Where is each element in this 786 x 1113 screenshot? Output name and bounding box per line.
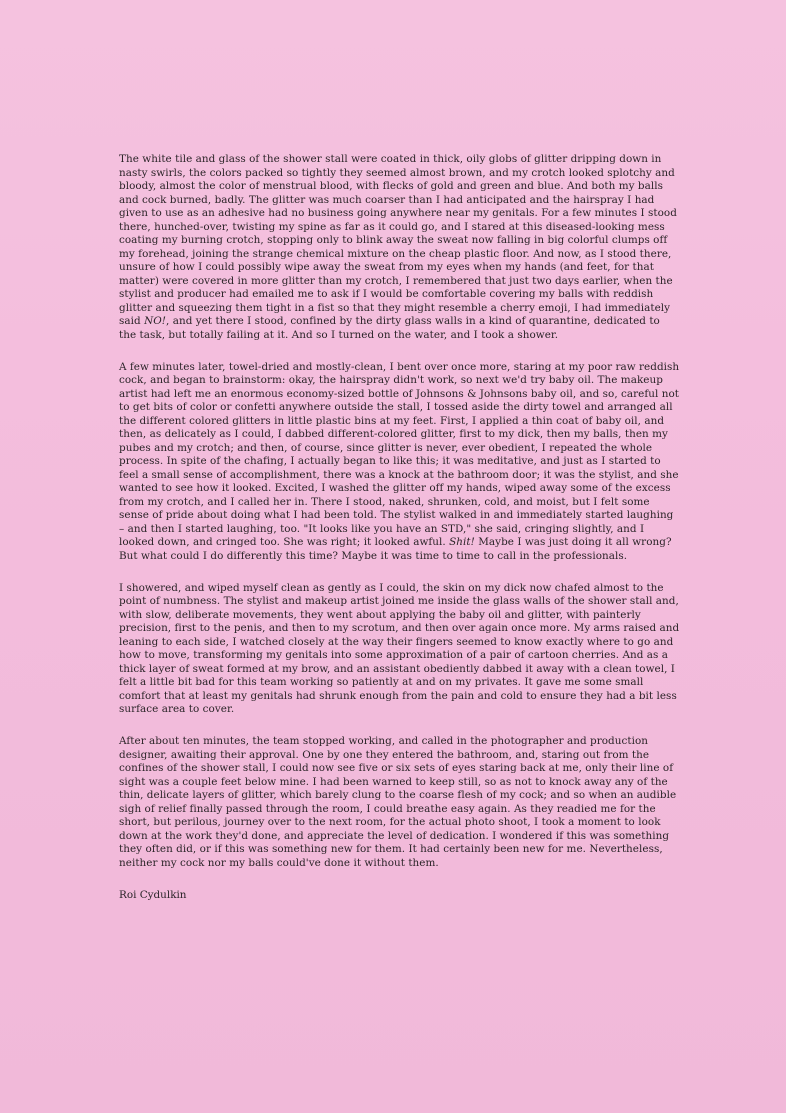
text-line: A few minutes later, towel-dried and mostly-clean, I bent over once more, staring at my poor raw reddish	[119, 360, 680, 373]
text-line: there, hunched-over, twisting my spine as far as it could go, and I stared at this diseased-looking mess	[119, 220, 665, 233]
text-line: felt a little bit bad for this team working so patiently at and on my privates. It gave me some small	[119, 676, 644, 688]
text-line: comfort that at least my genitals had shrunk enough from the pain and cold to ensure they had a bit less	[119, 689, 677, 702]
text-line: After about ten minutes, the team stopped working, and called in the photographer and production	[119, 735, 648, 747]
text-line: matter) were covered in more glitter than my crotch, I remembered that just two days earlier, when the	[119, 274, 673, 287]
text-line: leaning to each side, I watched closely at the way their fingers seemed to know exactly where to go and	[119, 635, 674, 648]
text-line: to get bits of color or confetti anywhere outside the stall, I tossed aside the dirty towel and arranged all	[119, 401, 673, 413]
text-line: unsure of how I could possibly wipe away the sweat from my eyes when my hands (and feet, for that	[119, 261, 654, 273]
text-line: down at the work they'd done, and appreciate the level of dedication. I wondered if this was something	[119, 829, 670, 842]
text-line: designer, awaiting their approval. One by one they entered the bathroom, and, staring out from the	[119, 748, 650, 761]
text-line: the task, but totally failing at it. And so I turned on the water, and I took a shower.	[119, 328, 559, 341]
paragraph-2	[119, 361, 679, 564]
paragraph-3	[119, 582, 679, 717]
text-line: sense of pride about doing what I had been told. The stylist walked in and immediately started laughing	[119, 509, 674, 521]
text-line: my forehead, joining the strange chemical mixture on the cheap plastic floor. And now, as I stood there,	[119, 247, 672, 260]
text-line: sight was a couple feet below mine. I had been warned to keep still, so as not to knock away any of the	[119, 775, 668, 788]
text-line: thick layer of sweat formed at my brow, and an assistant obediently dabbed it away with a clean towel, I	[119, 662, 675, 675]
paragraph-4	[119, 735, 679, 870]
text-line: pubes and my crotch; and then, of course, since glitter is never, ever obedient, I repeated the whole	[119, 441, 653, 454]
text-line: bloody, almost the color of menstrual blood, with flecks of gold and green and blue. And both my balls	[119, 180, 663, 192]
essay-body	[119, 153, 679, 902]
text-line: process. In spite of the chafing, I actually began to like this; it was meditative, and just as I started to	[119, 455, 661, 467]
text-line: cock, and began to brainstorm: okay, the hairspray didn't work, so next we'd try baby oil. The makeup	[119, 374, 663, 386]
text-line: artist had left me an enormous economy-sized bottle of Johnsons & Johnsons baby oil, and so, careful not	[119, 387, 680, 400]
text-line: stylist and producer had emailed me to ask if I would be comfortable covering my balls with reddish	[119, 288, 654, 300]
text-line: and cock burned, badly. The glitter was much coarser than I had anticipated and the hairspray I had	[119, 193, 655, 206]
text-line: how to move, transforming my genitals into some approximation of a pair of cartoon cherries. And as a	[119, 649, 669, 661]
text-line: neither my cock nor my balls could've done it without them.	[119, 856, 439, 869]
text-line: said NO!, and yet there I stood, confined by the dirty glass walls in a kind of quarantine, dedicated to	[119, 315, 660, 327]
author-signature: Roi Cydulkin	[119, 888, 187, 901]
text-line: confines of the shower stall, I could now see five or six sets of eyes staring back at me, only their line of	[119, 762, 674, 774]
text-line: glitter and squeezing them tight in a fist so that they might resemble a cherry emoji, I had immediately	[119, 301, 671, 314]
text-line: wanted to see how it looked. Excited, I washed the glitter off my hands, wiped away some of the excess	[119, 482, 671, 494]
text-line: surface area to cover.	[119, 703, 235, 715]
text-line: coating my burning crotch, stopping only to blink away the sweat now falling in big colorful clumps off	[119, 234, 668, 246]
text-line: nasty swirls, the colors packed so tightly they seemed almost brown, and my crotch looked splotchy and	[119, 166, 675, 179]
text-line: from my crotch, and I called her in. There I stood, naked, shrunken, cold, and moist, but I felt some	[119, 495, 650, 508]
text-line: thin, delicate layers of glitter, which barely clung to the coarse flesh of my cock; and so when an audible	[119, 789, 677, 801]
text-line: sigh of relief finally passed through the room, I could breathe easy again. As they readied me for the	[119, 802, 656, 815]
text-line: But what could I do differently this time? Maybe it was time to time to call in the professionals.	[119, 549, 628, 562]
text-line: precision, first to the penis, and then to my scrotum, and then over again once more. My arms raised and	[119, 622, 680, 634]
text-line: point of numbness. The stylist and makeup artist joined me inside the glass walls of the shower stall and,	[119, 595, 679, 607]
text-line: they often did, or if this was something new for them. It had certainly been new for me. Nevertheless,	[119, 843, 663, 855]
text-line: looked down, and cringed too. She was right; it looked awful. Shit! Maybe I was just doing it all wrong?	[119, 536, 672, 548]
text-line: feel a small sense of accomplishment, there was a knock at the bathroom door; it was the stylist, and she	[119, 468, 679, 481]
text-line: the different colored glitters in little plastic bins at my feet. First, I applied a thin coat of baby oil, and	[119, 414, 665, 427]
text-line: then, as delicately as I could, I dabbed different-colored glitter, first to my dick, then my balls, then my	[119, 428, 668, 440]
text-line: with slow, deliberate movements, they went about applying the baby oil and glitter, with painterly	[119, 608, 641, 621]
text-line: I showered, and wiped myself clean as gently as I could, the skin on my dick now chafed almost to the	[119, 581, 664, 594]
text-line: short, but perilous, journey over to the next room, for the actual photo shoot, I took a moment to look	[119, 816, 661, 828]
paragraph-1	[119, 153, 679, 342]
text-line: given to use as an adhesive had no business going anywhere near my genitals. For a few minutes I stood	[119, 207, 677, 219]
text-line: – and then I started laughing, too. "It looks like you have an STD," she said, cringing slightly, and I	[119, 522, 645, 535]
text-line: The white tile and glass of the shower stall were coated in thick, oily globs of glitter dripping down in	[119, 153, 662, 165]
